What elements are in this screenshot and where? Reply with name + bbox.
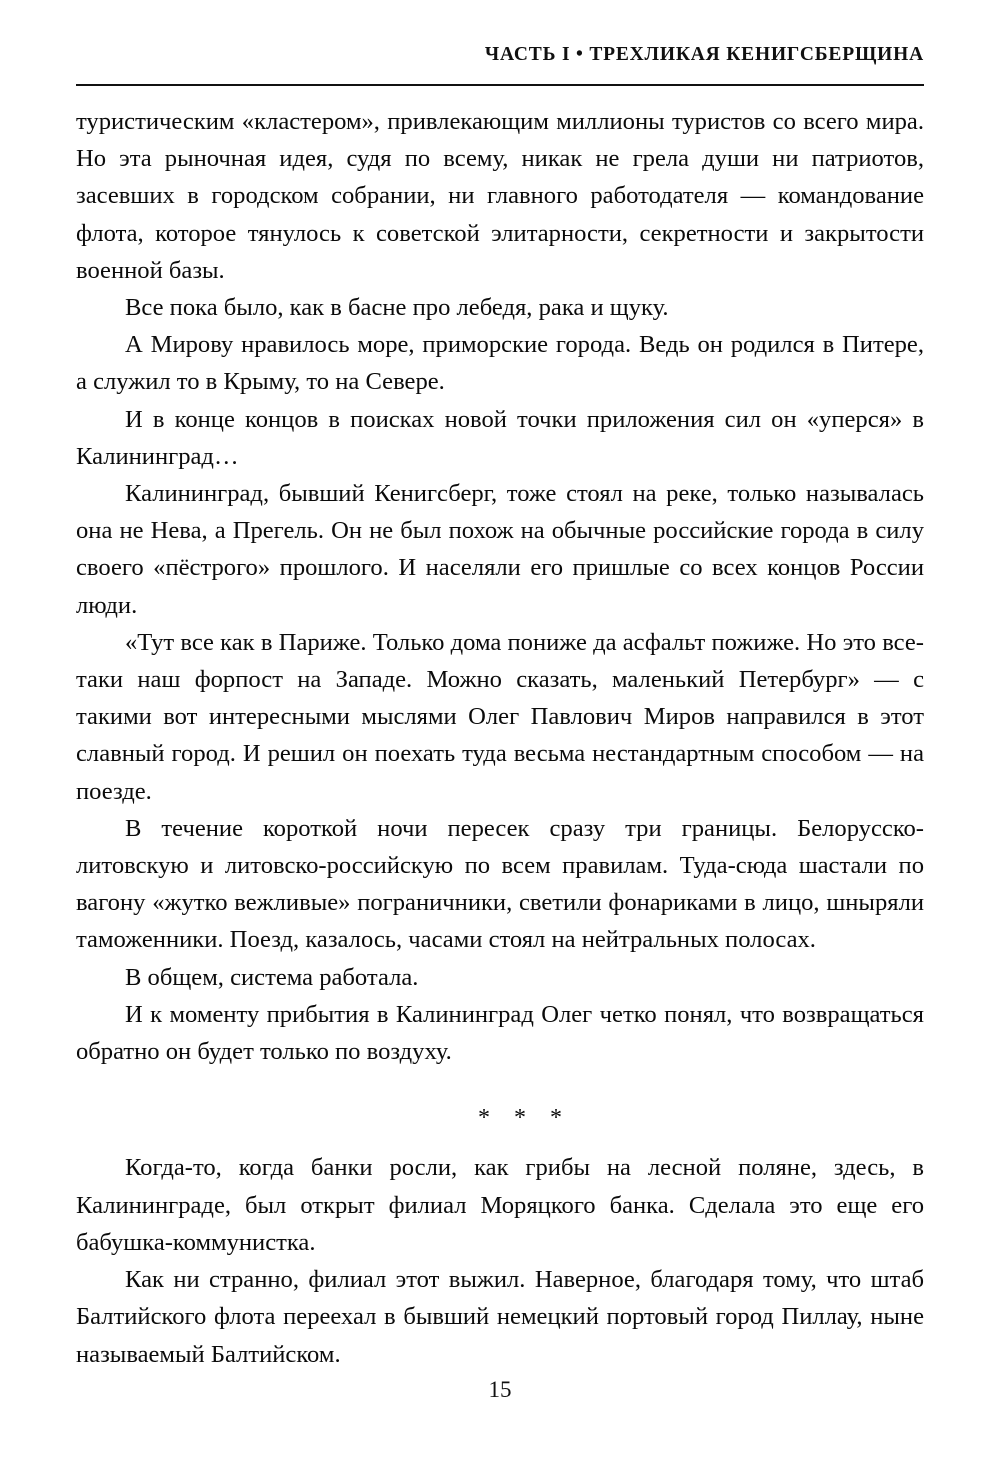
paragraph: В течение короткой ночи пересек сразу три границы. Белорусско-литовскую и литовско-российскую по всем правилам. Туда-сюда шастали по вагону «жутко вежливые» пограничники, светили фонариками в лицо, шныряли таможенники. Поезд, казалось, часами стоял на нейтральных полосах. [76, 814, 924, 954]
paragraph: И в конце концов в поисках новой точки приложения сил он «уперся» в Калининград… [76, 405, 924, 470]
paragraph: Все пока было, как в басне про лебедя, рака и щуку. [125, 294, 669, 322]
paragraph: В общем, система работала. [125, 963, 419, 991]
paragraph: Как ни странно, филиал этот выжил. Наверное, благодаря тому, что штаб Балтийского флота переехал в бывший немецкий портовый город Пиллау, ныне называемый Балтийском. [76, 1266, 924, 1368]
paragraph: туристическим «кластером», привлекающим миллионы туристов со всего мира. Но эта рыночная идея, судя по всему, никак не грела души ни патриотов, засевших в городском собрании, ни главного работодателя — командование флота, которое тянулось к советской элитарности, секретности и закрытости военной базы. [76, 108, 924, 284]
paragraph: А Мирову нравилось море, приморские города. Ведь он родился в Питере, а служил то в Крыму, то на Севере. [76, 331, 924, 396]
paragraph: Калининград, бывший Кенигсберг, тоже стоял на реке, только называлась она не Нева, а Прегель. Он не был похож на обычные российские города в силу своего «пёстрого» прошлого. И населяли его пришлые со всех концов России люди. [76, 480, 924, 619]
running-head: ЧАСТЬ I • ТРЕХЛИКАЯ КЕНИГСБЕРЩИНА [484, 44, 924, 65]
paragraph: «Тут все как в Париже. Только дома пониже да асфальт пожиже. Но это все-таки наш форпост на Западе. Можно сказать, маленький Петербург» — с такими вот интересными мыслями Олег Павлович Миров направился в этот славный город. И решил он поехать туда весьма нестандартным способом — на поезде. [76, 628, 924, 805]
page-body [76, 103, 924, 1373]
paragraph: Когда-то, когда банки росли, как грибы на лесной поляне, здесь, в Калининграде, был открыт филиал Моряцкого банка. Сделала это еще его бабушка-коммунистка. [76, 1154, 924, 1256]
section-separator: * * * [478, 1105, 571, 1132]
page-number: 15 [488, 1377, 512, 1402]
paragraph: И к моменту прибытия в Калининград Олег четко понял, что возвращаться обратно он будет только по воздуху. [76, 1000, 924, 1066]
header-rule [76, 84, 924, 86]
